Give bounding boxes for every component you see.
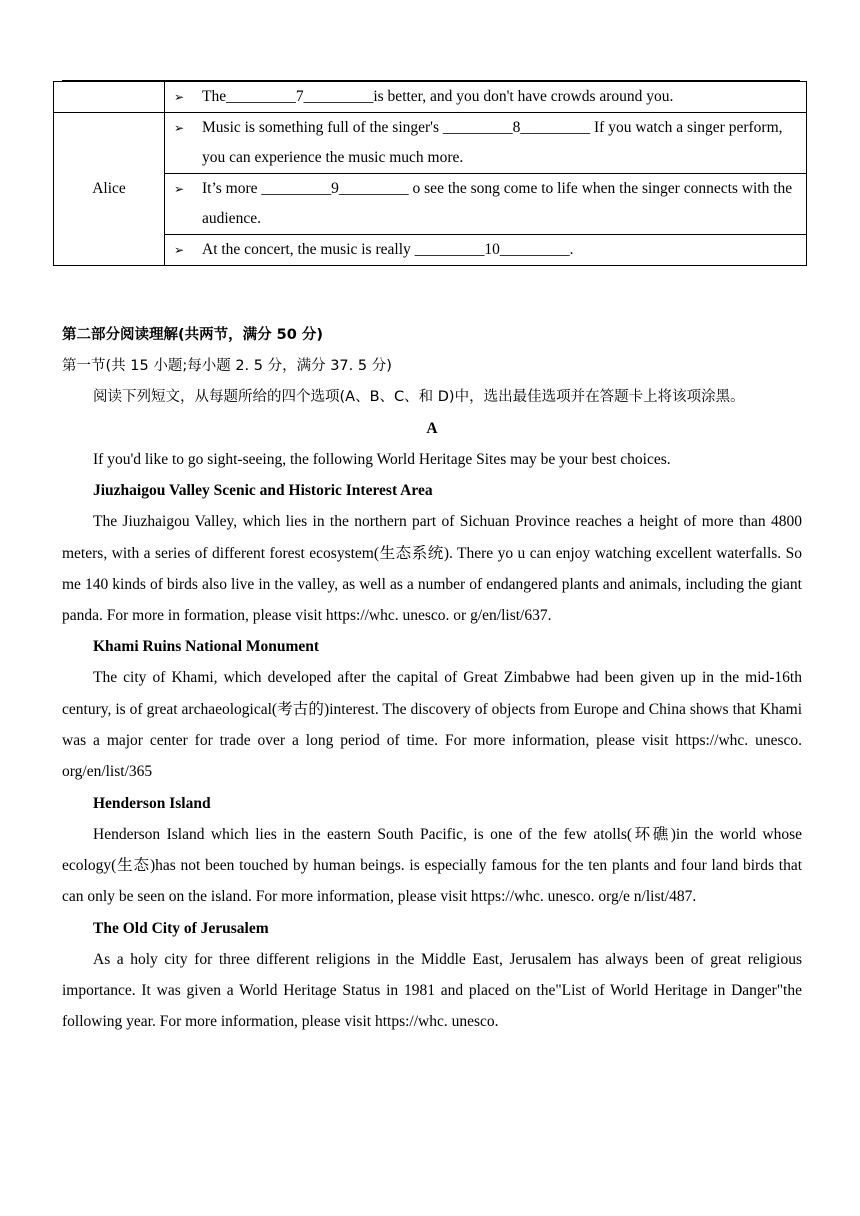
arrow-bullet-icon: ➢ (174, 121, 185, 135)
arrow-bullet-icon: ➢ (174, 90, 185, 104)
site-title-jiuzhaigou: Jiuzhaigou Valley Scenic and Historic Interest Area (93, 482, 433, 500)
table-row (54, 82, 807, 113)
answer-table (53, 81, 807, 266)
arrow-bullet-icon: ➢ (174, 182, 185, 196)
reading-section (62, 320, 802, 1037)
sub-title: 第一节(共 15 小题;每小题 2. 5 分，满分 37. 5 分) (62, 358, 392, 374)
passage-label: A (426, 420, 438, 438)
bullet-text-10: At the concert, the music is really _________10_________. (202, 241, 574, 258)
site-text-jiuzhaigou: The Jiuzhaigou Valley, which lies in the northern part of Sichuan Province reaches a height of more than 4800 meters, with a series of different forest ecosystem(生态系统). There yo u can enjoy watching excellent waterfalls. So me 140 kinds of birds also live in the valley, as well as a number of endangered plants and animals, including the giant panda. For more in formation, please visit https://whc. unesco. or g/en/list/637. (62, 513, 802, 625)
site-text-henderson: Henderson Island which lies in the eastern South Pacific, is one of the few atolls(环礁)in the world whose ecology(生态)has not been touched by human beings. is especially famous for the ten plants and four land birds that can only be seen on the island. For more information, please visit https://whc. unesco. org/e n/list/487. (62, 825, 802, 906)
site-text-jerusalem: As a holy city for three different religions in the Middle East, Jerusalem has always been of great religious importance. It was given a World Heritage Status in 1981 and placed on the"List of World Heritage in Danger"the following year. For more information, please visit https://whc. unesco. (62, 950, 802, 1031)
bullet-cell (165, 113, 807, 174)
name-cell-empty (54, 82, 165, 113)
bullet-cell (165, 82, 807, 113)
site-text-khami: The city of Khami, which developed after the capital of Great Zimbabwe had been given up in the mid-16th century, is of great archaeological(考古的)interest. The discovery of objects from Europe and China shows that Khami was a major center for trade over a long period of time. For more information, please visit https://whc. unesco. org/en/list/365 (62, 669, 802, 781)
bullet-text-7: The_________7_________is better, and you don't have crowds around you. (202, 88, 674, 105)
name-cell-alice: Alice (54, 113, 165, 266)
arrow-bullet-icon: ➢ (174, 243, 185, 257)
instruction: 阅读下列短文，从每题所给的四个选项(A、B、C、和 D)中，选出最佳选项并在答题卡上将该项涂黑。 (93, 389, 745, 405)
table-row (54, 174, 807, 235)
passage-intro: If you'd like to go sight-seeing, the following World Heritage Sites may be your best choices. (93, 451, 671, 469)
bullet-cell (165, 235, 807, 266)
bullet-cell (165, 174, 807, 235)
site-title-henderson: Henderson Island (93, 794, 211, 812)
part-title: 第二部分阅读理解(共两节，满分 50 分) (62, 327, 324, 343)
table-row (54, 235, 807, 266)
bullet-text-9: It’s more _________9_________ o see the song come to life when the singer connects with the audience. (202, 180, 793, 227)
bullet-text-8: Music is something full of the singer's _________8_________ If you watch a singer perform, you can experience the music much more. (202, 119, 783, 166)
site-title-jerusalem: The Old City of Jerusalem (93, 919, 269, 937)
site-title-khami: Khami Ruins National Monument (93, 638, 320, 656)
table-row (54, 113, 807, 174)
